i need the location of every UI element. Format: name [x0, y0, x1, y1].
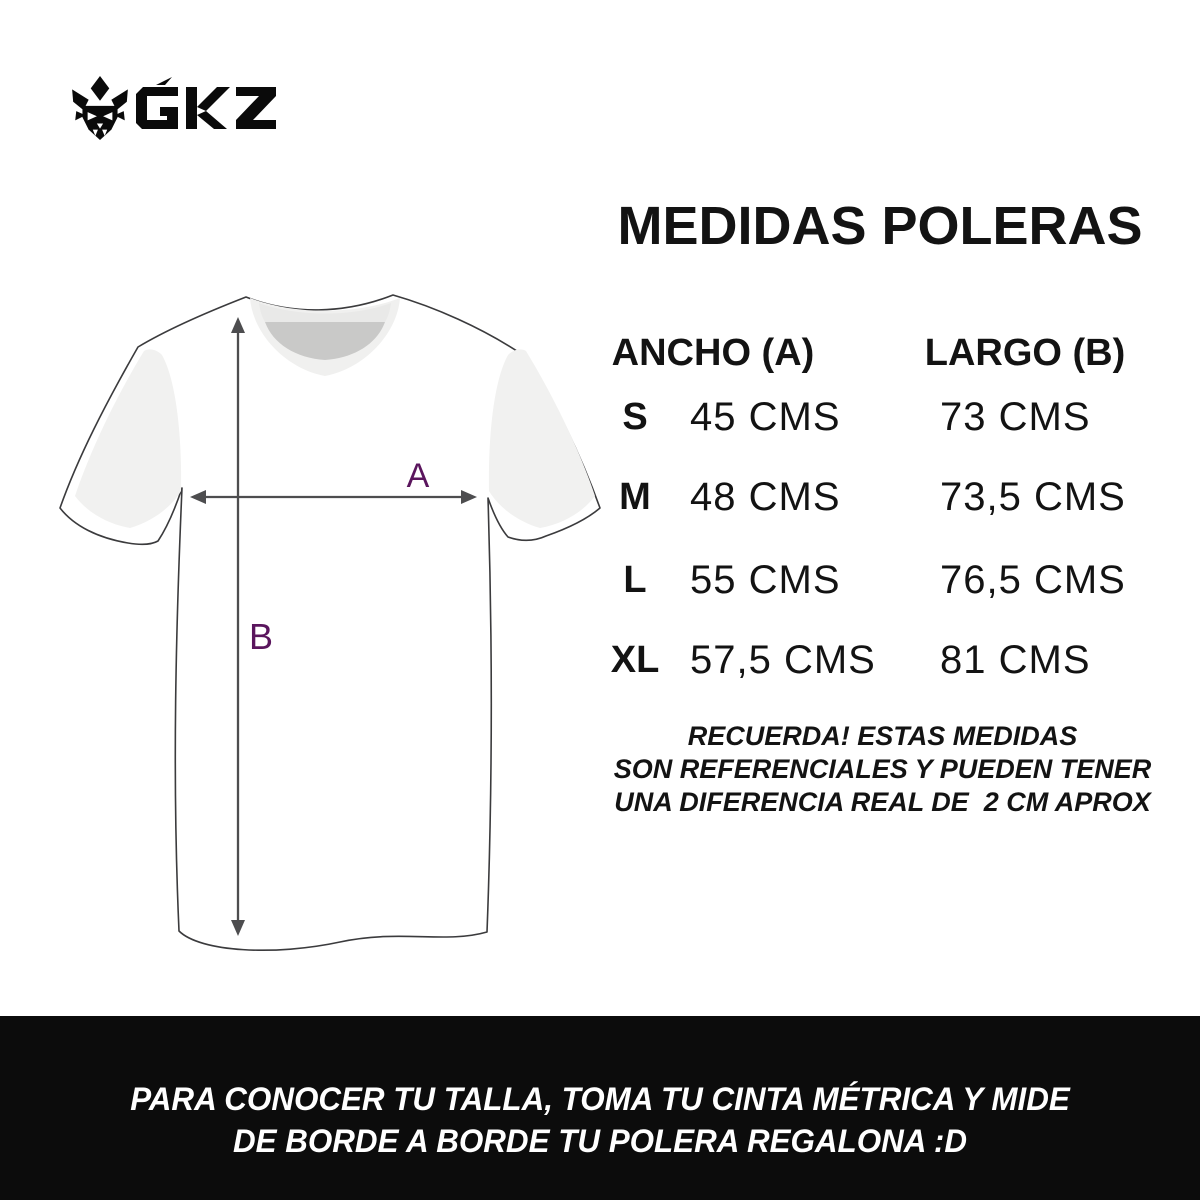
- size-row-l: [0, 558, 1200, 602]
- ancho-value: 48 CMS: [690, 475, 841, 519]
- tshirt-diagram: [30, 265, 620, 965]
- size-row-s: [0, 395, 1200, 439]
- size-label: XL: [610, 639, 660, 681]
- size-row-m: [0, 475, 1200, 519]
- largo-value: 73 CMS: [940, 395, 1091, 439]
- largo-value: 76,5 CMS: [940, 558, 1126, 602]
- ancho-value: 55 CMS: [690, 558, 841, 602]
- disclaimer-line: RECUERDA! ESTAS MEDIDAS: [687, 721, 1078, 751]
- footer-line-2: DE BORDE A BORDE TU POLERA REGALONA :D: [232, 1123, 968, 1159]
- disclaimer-line: UNA DIFERENCIA REAL DE 2 CM APROX: [614, 787, 1151, 817]
- largo-value: 73,5 CMS: [940, 475, 1126, 519]
- size-label: M: [619, 476, 651, 518]
- size-row-xl: [0, 638, 1200, 682]
- ancho-value: 45 CMS: [690, 395, 841, 439]
- disclaimer-line: SON REFERENCIALES Y PUEDEN TENER: [613, 754, 1152, 784]
- footer-bar: [0, 1016, 1200, 1200]
- size-label: L: [623, 559, 647, 601]
- size-label: S: [622, 396, 648, 438]
- width-label: A: [406, 457, 430, 495]
- page-title: MEDIDAS POLERAS: [617, 196, 1143, 256]
- largo-value: 81 CMS: [940, 638, 1091, 682]
- footer-line-1: PARA CONOCER TU TALLA, TOMA TU CINTA MÉTRICA Y MIDE: [130, 1081, 1070, 1117]
- length-label: B: [248, 616, 274, 657]
- gkz-emblem-icon: [72, 76, 128, 140]
- brand-logo: [72, 76, 276, 140]
- measurement-disclaimer: [600, 720, 1165, 819]
- column-header-largo: LARGO (B): [924, 332, 1126, 374]
- ancho-value: 57,5 CMS: [690, 638, 876, 682]
- logo-text: [136, 76, 276, 132]
- column-header-ancho: ANCHO (A): [611, 332, 815, 374]
